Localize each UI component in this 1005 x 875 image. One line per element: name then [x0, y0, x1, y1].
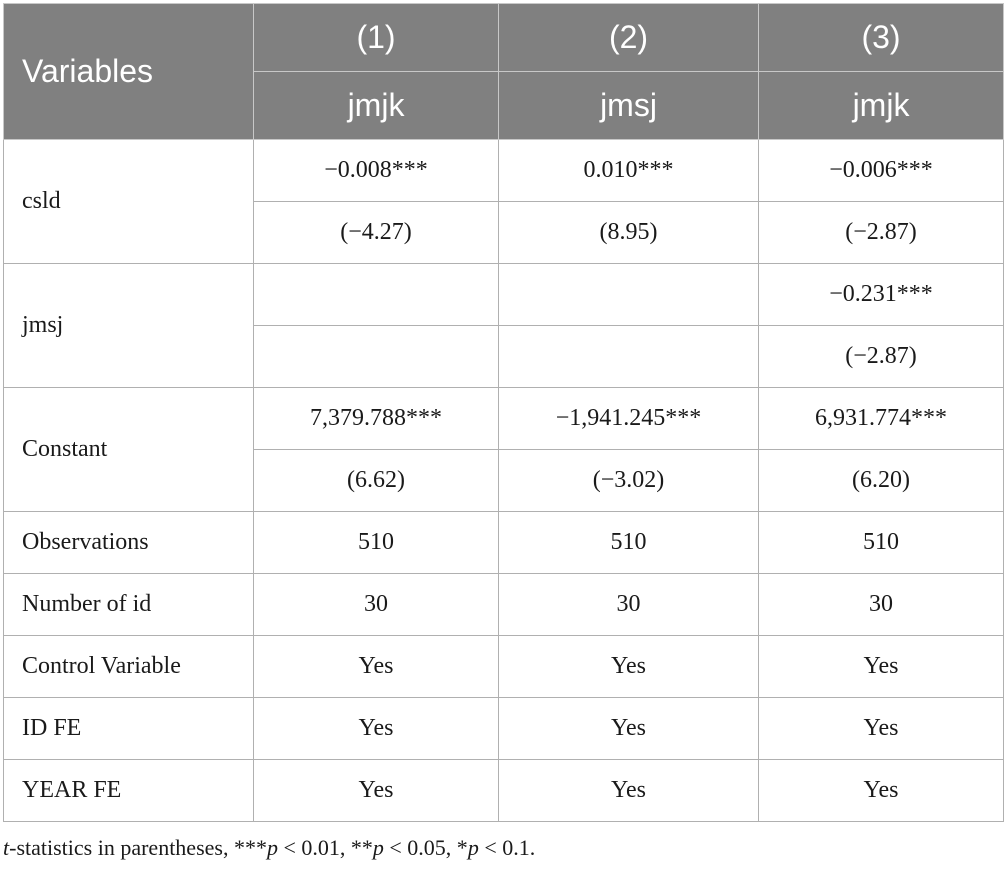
row-label-jmsj: jmsj	[4, 264, 254, 388]
row-label-id-fe: ID FE	[4, 698, 254, 760]
cell-number-of-id-3: 30	[759, 574, 1004, 636]
cell-year-fe-3: Yes	[759, 760, 1004, 822]
footnote-text-3: < 0.05, *	[383, 835, 468, 860]
cell-jmsj-t-2	[499, 326, 759, 388]
footnote-p-2: p	[372, 835, 384, 860]
table-header	[4, 4, 1004, 140]
cell-control-variable-2: Yes	[499, 636, 759, 698]
header-variables: Variables	[4, 4, 254, 140]
regression-table	[3, 3, 1004, 822]
footnote-t-letter: t	[3, 835, 10, 860]
row-label-year-fe: YEAR FE	[4, 760, 254, 822]
header-dep-3: jmjk	[759, 72, 1004, 140]
cell-constant-coef-3: 6,931.774***	[759, 388, 1004, 450]
cell-csld-coef-2: 0.010***	[499, 140, 759, 202]
cell-id-fe-1: Yes	[254, 698, 499, 760]
table-body	[4, 140, 1004, 822]
cell-csld-t-3: (−2.87)	[759, 202, 1004, 264]
footnote-p-1: p	[266, 835, 278, 860]
table-row-constant-coef	[4, 388, 1004, 450]
cell-csld-coef-1: −0.008***	[254, 140, 499, 202]
header-model-1: (1)	[254, 4, 499, 72]
cell-jmsj-coef-1	[254, 264, 499, 326]
table-row-csld-coef	[4, 140, 1004, 202]
cell-constant-t-3: (6.20)	[759, 450, 1004, 512]
table-row-year-fe	[4, 760, 1004, 822]
cell-constant-coef-2: −1,941.245***	[499, 388, 759, 450]
table-row-jmsj-coef	[4, 264, 1004, 326]
header-dep-2: jmsj	[499, 72, 759, 140]
cell-csld-t-1: (−4.27)	[254, 202, 499, 264]
header-dep-1: jmjk	[254, 72, 499, 140]
table-row-id-fe	[4, 698, 1004, 760]
table-row-control-variable	[4, 636, 1004, 698]
cell-control-variable-3: Yes	[759, 636, 1004, 698]
row-label-number-of-id: Number of id	[4, 574, 254, 636]
header-model-2: (2)	[499, 4, 759, 72]
cell-year-fe-2: Yes	[499, 760, 759, 822]
cell-id-fe-3: Yes	[759, 698, 1004, 760]
table-footnote	[3, 835, 535, 861]
footnote-text-4: < 0.1.	[478, 835, 536, 860]
cell-jmsj-coef-3: −0.231***	[759, 264, 1004, 326]
cell-number-of-id-1: 30	[254, 574, 499, 636]
header-model-3: (3)	[759, 4, 1004, 72]
footnote-text-2: < 0.01, **	[277, 835, 373, 860]
table-row-observations	[4, 512, 1004, 574]
cell-observations-1: 510	[254, 512, 499, 574]
cell-constant-t-1: (6.62)	[254, 450, 499, 512]
cell-jmsj-coef-2	[499, 264, 759, 326]
cell-observations-3: 510	[759, 512, 1004, 574]
header-row-models	[4, 4, 1004, 72]
cell-number-of-id-2: 30	[499, 574, 759, 636]
cell-csld-coef-3: −0.006***	[759, 140, 1004, 202]
footnote-text-1: -statistics in parentheses, ***	[9, 835, 267, 860]
cell-id-fe-2: Yes	[499, 698, 759, 760]
row-label-csld: csld	[4, 140, 254, 264]
cell-year-fe-1: Yes	[254, 760, 499, 822]
row-label-control-variable: Control Variable	[4, 636, 254, 698]
cell-constant-coef-1: 7,379.788***	[254, 388, 499, 450]
cell-control-variable-1: Yes	[254, 636, 499, 698]
cell-observations-2: 510	[499, 512, 759, 574]
cell-jmsj-t-1	[254, 326, 499, 388]
row-label-observations: Observations	[4, 512, 254, 574]
cell-jmsj-t-3: (−2.87)	[759, 326, 1004, 388]
row-label-constant: Constant	[4, 388, 254, 512]
table-row-number-of-id	[4, 574, 1004, 636]
footnote-p-3: p	[467, 835, 479, 860]
cell-constant-t-2: (−3.02)	[499, 450, 759, 512]
cell-csld-t-2: (8.95)	[499, 202, 759, 264]
